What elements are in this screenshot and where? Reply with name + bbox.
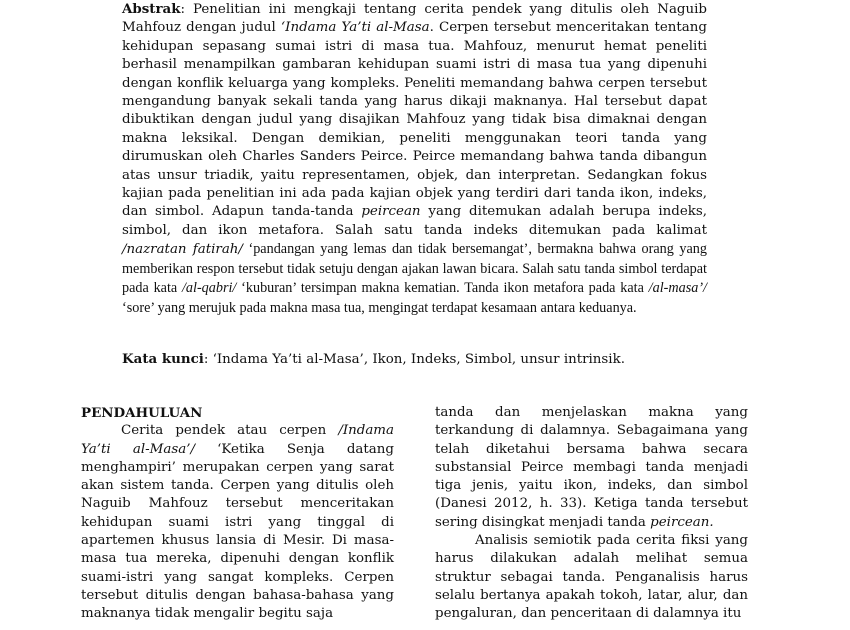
keywords-line (122, 350, 722, 369)
abstract-text-3: yang ditemukan adalah berupa indeks, simbol, dan ikon metafora. Salah satu tanda indeks ditemukan pada kalimat (122, 204, 707, 238)
intro-text-1: Cerita pendek atau cerpen (121, 423, 339, 439)
right-text-1: tanda dan menjelaskan makna yang terkandung di dalamnya. Sebagaimana yang telah diketahui bersama bahwa secara substansial Peirce membagi tanda menjadi tiga jenis, yaitu ikon, indeks, dan simbol (Danesi 2012, h. 33). Ketiga tanda tersebut sering disingkat menjadi tanda (435, 405, 748, 530)
right-peircean-italic: peircean. (650, 514, 714, 530)
abstract-separator: : (180, 2, 193, 17)
keywords-text: : ‘Indama Ya’ti al-Masa’, Ikon, Indeks, Simbol, unsur intrinsik. (203, 352, 625, 367)
abstract-peircean-italic: peircean (361, 204, 421, 220)
abstract-alqabri-italic: /al-qabri/ (181, 280, 237, 297)
abstract-nazratan-italic: /nazratan fatirah/ (122, 242, 243, 258)
right-paragraph-1 (435, 404, 748, 532)
right-paragraph-2: Analisis semiotik pada cerita fiksi yang harus dilakukan adalah melihat semua struktur sebagai tanda. Penganalisis harus selalu bertanya apakah tokoh, latar, alur, dan pengaluran, dan penceritaan di dalamnya itu (435, 533, 748, 622)
abstract-text-4: ‘pandangan yang lemas dan tidak bersemangat’, bermakna bahwa orang yang memberikan respon tersebut tidak setuju dengan ajakan lawan bicara. Salah satu tanda simbol terdapat pada kata (122, 241, 707, 297)
abstract-text-5: ‘kuburan’ tersimpan makna kematian. Tanda ikon metafora pada kata (236, 280, 649, 297)
keywords-label: Kata kunci (122, 351, 204, 367)
abstract-text-1: Penelitian ini mengkaji tentang cerita pendek yang ditulis oleh Naguib Mahfouz dengan judul (122, 2, 707, 36)
section-heading: PENDAHULUAN (81, 405, 203, 421)
right-column (435, 404, 748, 624)
abstract-section (122, 0, 707, 318)
left-column (81, 404, 394, 624)
abstract-almasa-italic: /al-masa’/ (648, 280, 707, 297)
abstract-text-2: . Cerpen tersebut menceritakan tentang kehidupan sepasang sumai istri di masa tua. Mahfouz, menurut hemat peneliti berhasil menampilkan gambaran kehidupan suami istri di masa tua yang dipenuhi dengan konflik keluarga yang kompleks. Peneliti memandang bahwa cerpen tersebut mengandung banyak sekali tanda yang harus dikaji maknanya. Hal tersebut dapat dibuktikan dengan judul yang disajikan Mahfouz yang tidak bisa dimaknai dengan makna leksikal. Dengan demikian, peneliti menggunakan teori tanda yang dirumuskan oleh Charles Sanders Peirce. Peirce memandang bahwa tanda dibangun atas unsur triadik, yaitu representamen, objek, dan interpretan. Sedangkan fokus kajian pada penelitian ini ada pada kajian objek yang terdiri dari tanda ikon, indeks, dan simbol. Adapun tanda-tanda (122, 20, 707, 220)
abstract-label: Abstrak (122, 1, 181, 17)
abstract-title-italic: ‘Indama Ya’ti al-Masa (280, 20, 430, 36)
intro-title-italic: /Indama Ya’ti al-Masa’/ (81, 423, 394, 457)
intro-paragraph (81, 422, 394, 623)
abstract-paragraph (122, 0, 707, 318)
intro-text-2: ‘Ketika Senja datang menghampiri’ merupakan cerpen yang sarat akan sistem tanda. Cerpen yang ditulis oleh Naguib Mahfouz tersebut menceritakan kehidupan suami istri yang tinggal di apartemen khusus lansia di Mesir. Di masa-masa tua mereka, dipenuhi dengan konflik suami-istri yang sangat kompleks. Cerpen tersebut ditulis dengan bahasa-bahasa yang maknanya tidak mengalir begitu saja (81, 441, 394, 622)
abstract-text-6: ‘sore’ yang merujuk pada makna masa tua, mengingat terdapat kesamaan antara keduanya. (122, 299, 637, 316)
